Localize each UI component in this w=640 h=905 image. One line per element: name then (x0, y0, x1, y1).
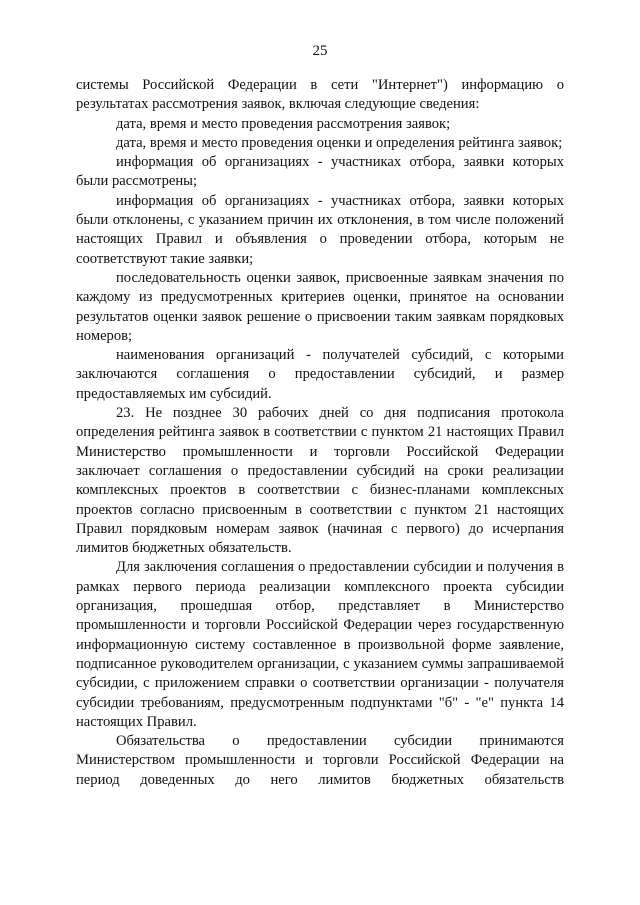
paragraph-clause-23: 23. Не позднее 30 рабочих дней со дня подписания протокола определения рейтинга заявок в соответствии с пунктом 21 настоящих Правил Министерство промышленности и торговли Российской Федерации заключает соглашения о предоставлении субсидий на сроки реализации комплексных проектов в соответствии с бизнес-планами комплексных проектов согласно присвоенным в соответствии с пунктом 21 настоящих Правил порядковым номерам заявок (начиная с первого) до исчерпания лимитов бюджетных обязательств. (76, 405, 564, 557)
paragraph-list-item: последовательность оценки заявок, присвоенные заявкам значения по каждому из предусмотренных критериев оценки, принятое на основании результатов оценки заявок решение о присвоении таким заявкам порядковых номеров; (76, 269, 564, 344)
page-number: 25 (312, 43, 328, 59)
paragraph-list-item: наименования организаций - получателей субсидий, с которыми заключаются соглашения о предоставлении субсидий, и размер предоставляемых им субсидий. (76, 347, 564, 402)
paragraph-body: Для заключения соглашения о предоставлении субсидии и получения в рамках первого периода реализации комплексного проекта субсидии организация, прошедшая отбор, представляет в Министерство промышленности и торговли Российской Федерации через государственную информационную систему составленное в произвольной форме заявление, подписанное руководителем организации, с указанием суммы запрашиваемой субсидии, с приложением справки о соответствии организации - получателя субсидии требованиям, предусмотренным подпунктами "б" - "е" пункта 14 настоящих Правил. (76, 559, 564, 730)
document-body (76, 76, 564, 790)
paragraph-body-continued: Обязательства о предоставлении субсидии принимаются Министерством промышленности и торговли Российской Федерации на период доведенных до него лимитов бюджетных обязательств (76, 733, 564, 788)
paragraph-intro: системы Российской Федерации в сети "Интернет") информацию о результатах рассмотрения заявок, включая следующие сведения: (76, 77, 564, 113)
paragraph-list-item: информация об организациях - участниках отбора, заявки которых были отклонены, с указанием причин их отклонения, в том числе положений настоящих Правил и объявления о проведении отбора, которым не соответствуют такие заявки; (76, 192, 564, 267)
paragraph-list-item: дата, время и место проведения оценки и определения рейтинга заявок; (116, 134, 563, 151)
paragraph-list-item: информация об организациях - участниках отбора, заявки которых были рассмотрены; (76, 154, 564, 190)
paragraph-list-item: дата, время и место проведения рассмотрения заявок; (116, 115, 451, 132)
